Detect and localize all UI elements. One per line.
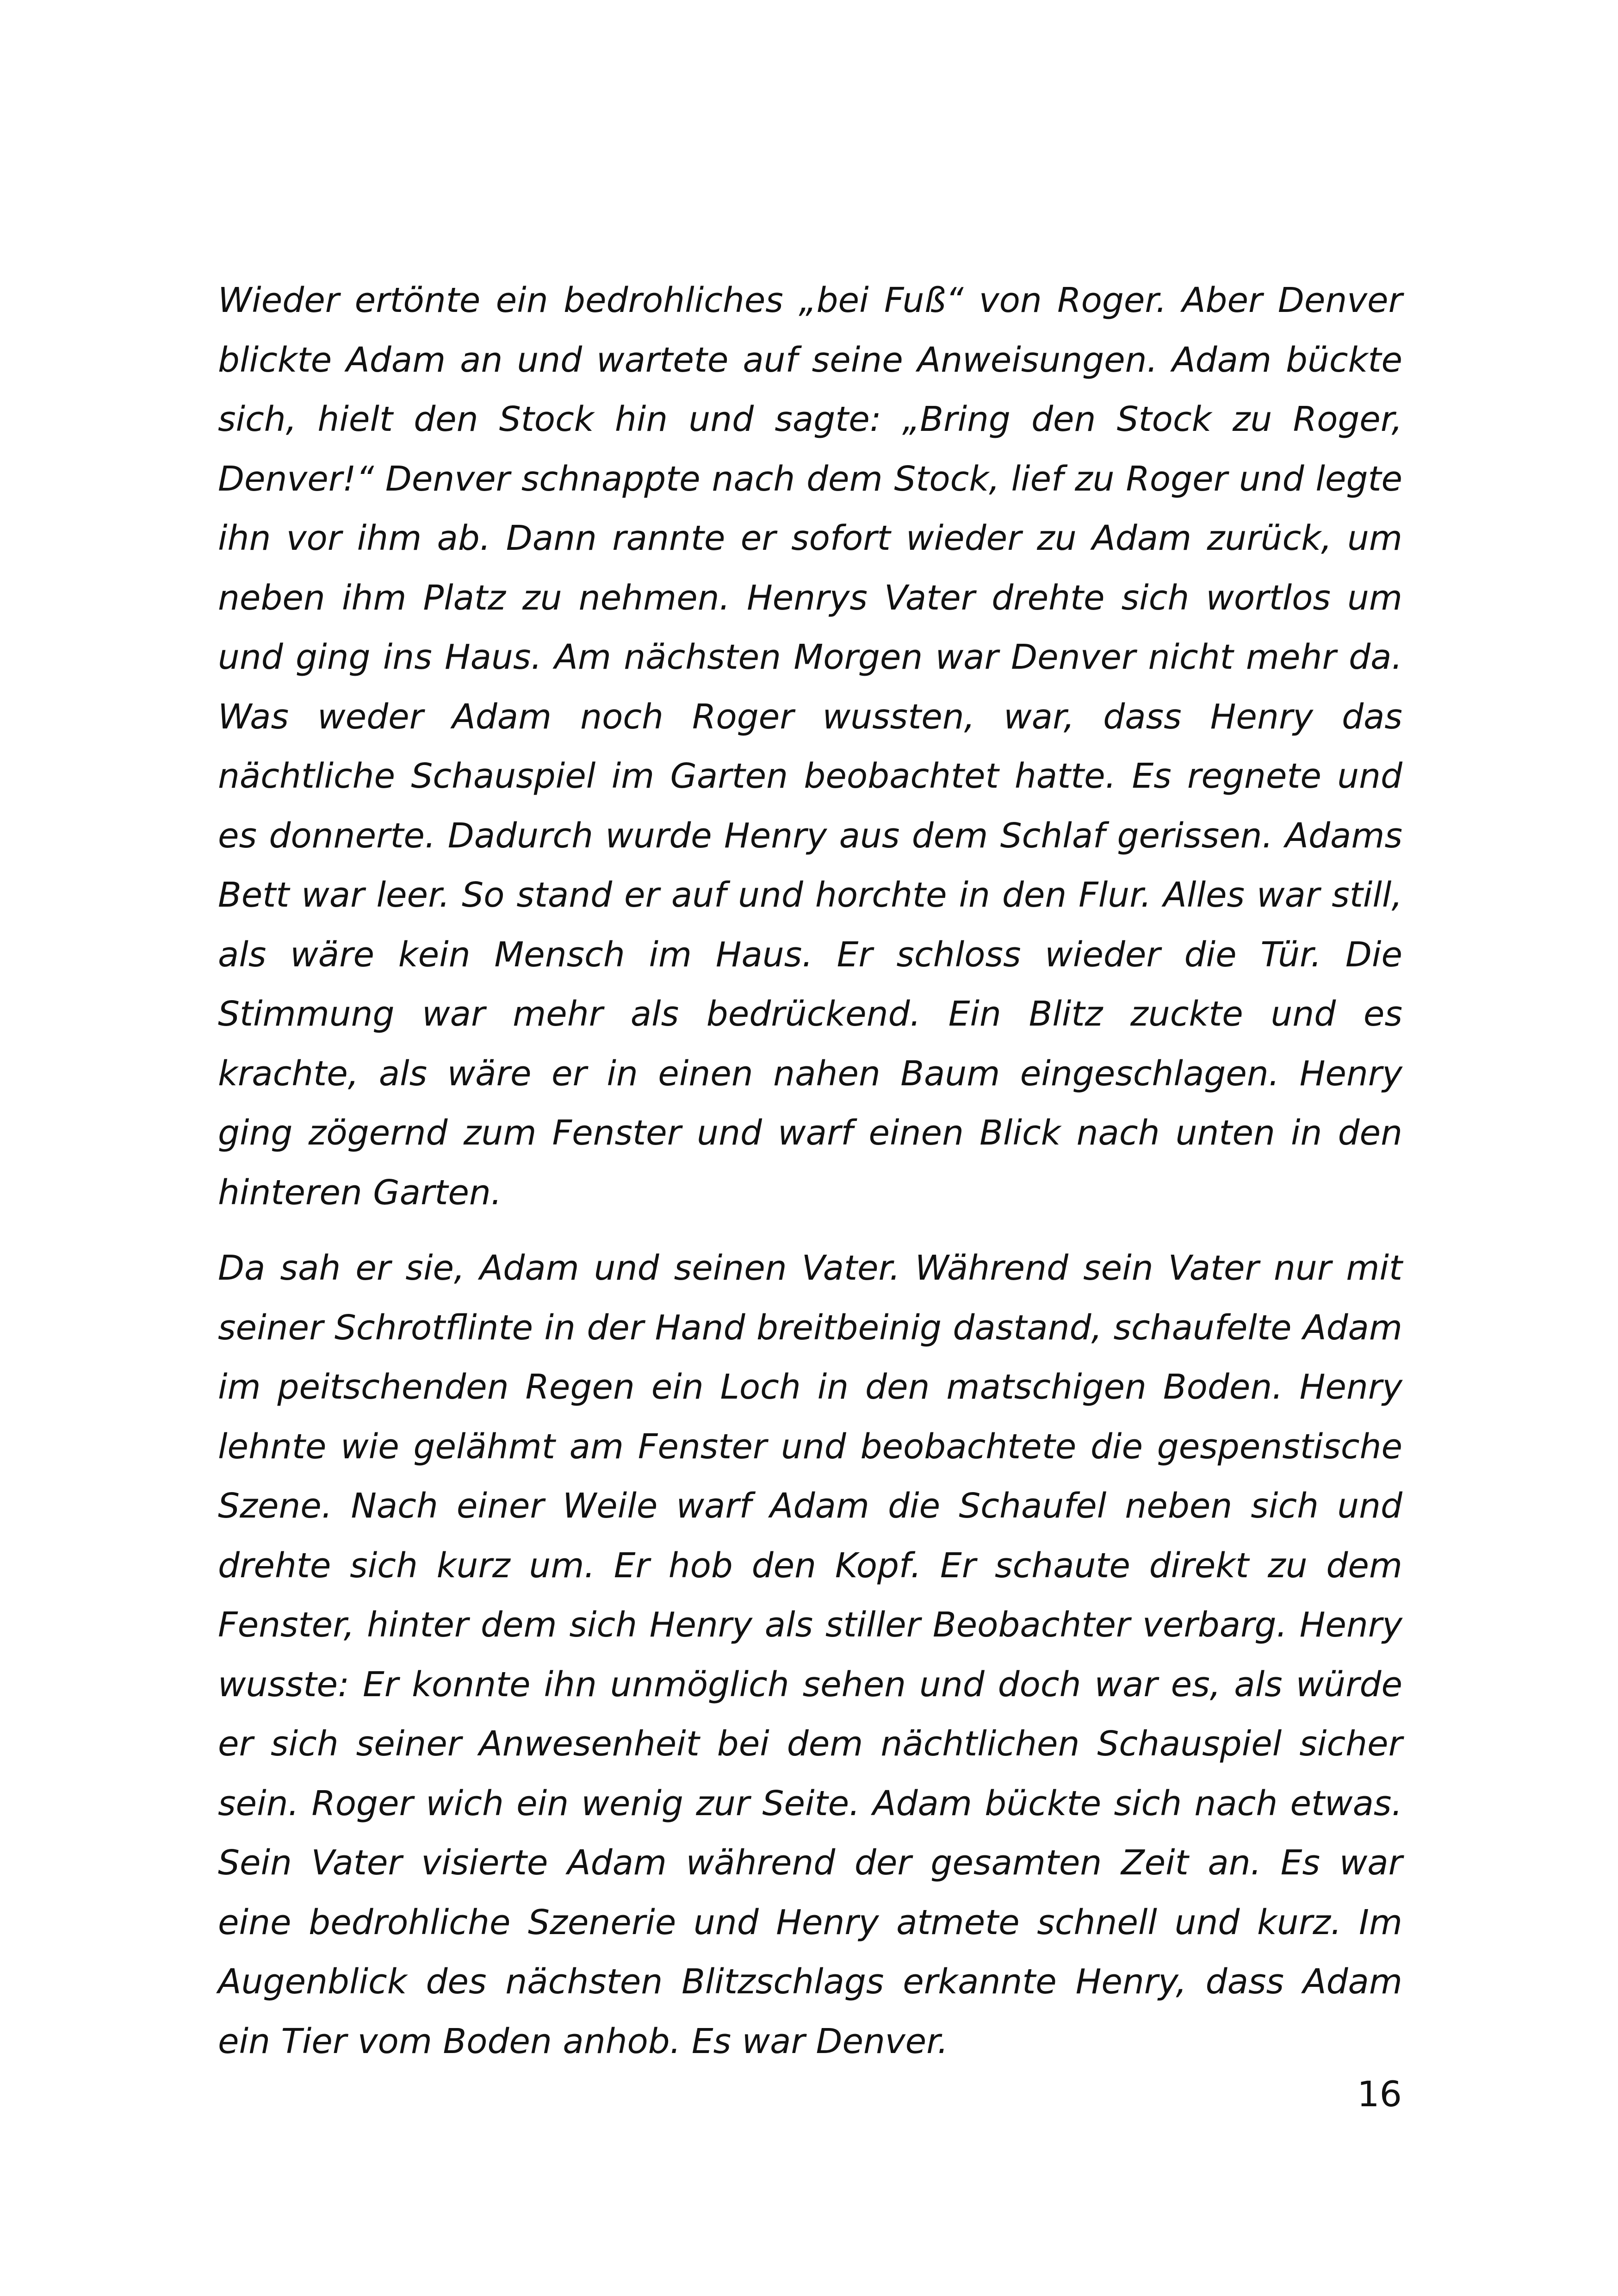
- paragraph-2: Da sah er sie, Adam und seinen Vater. Während sein Vater nur mit seiner Schrotflinte in der Hand breitbeinig dastand, schaufelte Adam im peitschenden Regen ein Loch in den matschigen Boden. Henry lehnte wie gelähmt am Fenster und beobachtete die gespenstische Szene. Nach einer Weile warf Adam die Schaufel neben sich und drehte sich kurz um. Er hob den Kopf. Er schaute direkt zu dem Fenster, hinter dem sich Henry als stiller Beobachter verbarg. Henry wusste: Er konnte ihn unmöglich sehen und doch war es, als würde er sich seiner Anwesenheit bei dem nächtlichen Schauspiel sicher sein. Roger wich ein wenig zur Seite. Adam bückte sich nach etwas. Sein Vater visierte Adam während der gesamten Zeit an. Es war eine bedrohliche Szenerie und Henry atmete schnell und kurz. Im Augenblick des nächsten Blitzschlags erkannte Henry, dass Adam ein Tier vom Boden anhob. Es war Denver.: [218, 1248, 1402, 2061]
- body-text: [218, 271, 1402, 2087]
- page-number: 16: [1357, 2073, 1402, 2115]
- paragraph-1: Wieder ertönte ein bedrohliches „bei Fuß“ von Roger. Aber Denver blickte Adam an und wartete auf seine Anweisungen. Adam bückte sich, hielt den Stock hin und sagte: „Bring den Stock zu Roger, Denver!“ Denver schnappte nach dem Stock, lief zu Roger und legte ihn vor ihm ab. Dann rannte er sofort wieder zu Adam zurück, um neben ihm Platz zu nehmen. Henrys Vater drehte sich wortlos um und ging ins Haus. Am nächsten Morgen war Denver nicht mehr da. Was weder Adam noch Roger wussten, war, dass Henry das nächtliche Schauspiel im Garten beobachtet hatte. Es regnete und es donnerte. Dadurch wurde Henry aus dem Schlaf gerissen. Adams Bett war leer. So stand er auf und horchte in den Flur. Alles war still, als wäre kein Mensch im Haus. Er schloss wieder die Tür. Die Stimmung war mehr als bedrückend. Ein Blitz zuckte und es krachte, als wäre er in einen nahen Baum eingeschlagen. Henry ging zögernd zum Fenster und warf einen Blick nach unten in den hinteren Garten.: [218, 280, 1402, 1213]
